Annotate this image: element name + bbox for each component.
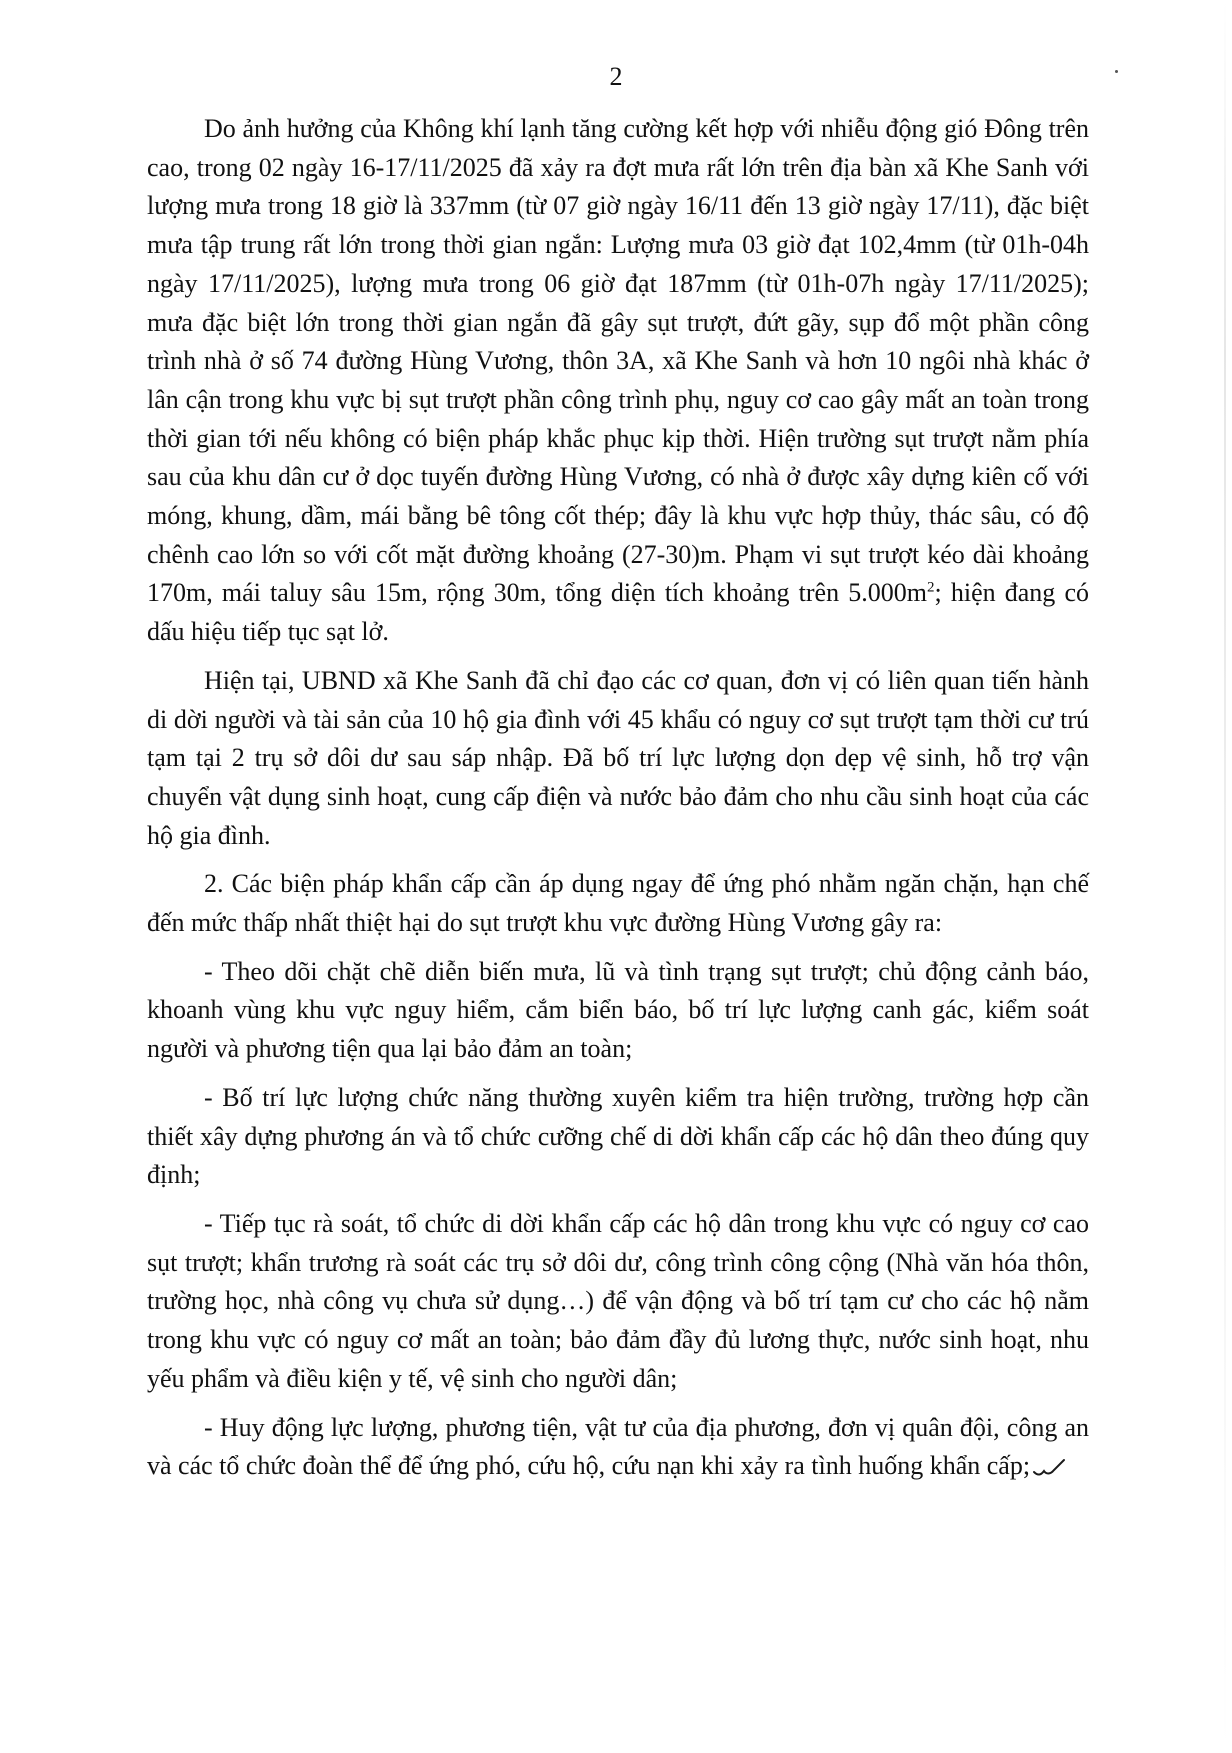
document-body bbox=[147, 110, 1089, 1496]
list-item-evacuation: - Tiếp tục rà soát, tổ chức di dời khẩn cấp các hộ dân trong khu vực có nguy cơ cao sụt trượt; khẩn trương rà soát các trụ sở dôi dư, công trình công cộng (Nhà văn hóa thôn, trường học, nhà công vụ chưa sử dụng…) để vận động và bố trí tạm cư cho các hộ nằm trong khu vực có nguy cơ mất an toàn; bảo đảm đầy đủ lương thực, nước sinh hoạt, nhu yếu phẩm và điều kiện y tế, vệ sinh cho người dân; bbox=[147, 1208, 1089, 1393]
initial-mark-icon bbox=[1032, 1458, 1066, 1478]
list-item-inspection: - Bố trí lực lượng chức năng thường xuyên kiểm tra hiện trường, trường hợp cần thiết xây dựng phương án và tổ chức cưỡng chế di dời khẩn cấp các hộ dân theo đúng quy định; bbox=[147, 1082, 1089, 1190]
paragraph-emergency-measures-heading: 2. Các biện pháp khẩn cấp cần áp dụng ngay để ứng phó nhằm ngăn chặn, hạn chế đến mức thấp nhất thiệt hại do sụt trượt khu vực đường Hùng Vương gây ra: bbox=[147, 869, 1089, 938]
scan-edge-shadow bbox=[1224, 0, 1226, 1753]
area-unit-superscript: 2 bbox=[926, 579, 935, 596]
list-item-monitoring: - Theo dõi chặt chẽ diễn biến mưa, lũ và tình trạng sụt trượt; chủ động cảnh báo, khoanh vùng khu vực nguy hiểm, cắm biển báo, bố trí lực lượng canh gác, kiểm soát người và phương tiện qua lại bảo đảm an toàn; bbox=[147, 956, 1089, 1064]
page-number: 2 bbox=[609, 62, 623, 91]
paragraph-relocation: Hiện tại, UBND xã Khe Sanh đã chỉ đạo các cơ quan, đơn vị có liên quan tiến hành di dời người và tài sản của 10 hộ gia đình với 45 khẩu có nguy cơ sụt trượt tạm thời cư trú tạm tại 2 trụ sở dôi dư sau sáp nhập. Đã bố trí lực lượng dọn dẹp vệ sinh, hỗ trợ vận chuyển vật dụng sinh hoạt, cung cấp điện và nước bảo đảm cho nhu cầu sinh hoạt của các hộ gia đình. bbox=[147, 665, 1089, 850]
paragraph-rain-event bbox=[147, 110, 1089, 652]
list-item-mobilization bbox=[147, 1409, 1089, 1486]
paragraph-rain-event-tail: ; hiện đang có dấu hiệu tiếp tục sạt lở. bbox=[147, 578, 1089, 647]
paragraph-rain-event-text: Do ảnh hưởng của Không khí lạnh tăng cường kết hợp với nhiễu động gió Đông trên cao, trong 02 ngày 16-17/11/2025 đã xảy ra đợt mưa rất lớn trên địa bàn xã Khe Sanh với lượng mưa trong 18 giờ là 337mm (từ 07 giờ ngày 16/11 đến 13 giờ ngày 17/11), đặc biệt mưa tập trung rất lớn trong thời gian ngắn: Lượng mưa 03 giờ đạt 102,4mm (từ 01h-04h ngày 17/11/2025), lượng mưa trong 06 giờ đạt 187mm (từ 01h-07h ngày 17/11/2025); mưa đặc biệt lớn trong thời gian ngắn đã gây sụt trượt, đứt gãy, sụp đổ một phần công trình nhà ở số 74 đường Hùng Vương, thôn 3A, xã Khe Sanh và hơn 10 ngôi nhà khác ở lân cận trong khu vực bị sụt trượt phần công trình phụ, nguy cơ cao gây mất an toàn trong thời gian tới nếu không có biện pháp khắc phục kịp thời. Hiện trường sụt trượt nằm phía sau của khu dân cư ở dọc tuyến đường Hùng Vương, có nhà ở được xây dựng kiên cố với móng, khung, dầm, mái bằng bê tông cốt thép; đây là khu vực hợp thủy, thác sâu, có độ chênh cao lớn so với cốt mặt đường khoảng (27-30)m. Phạm vi sụt trượt kéo dài khoảng 170m, mái taluy sâu 15m, rộng 30m, tổng diện tích khoảng trên 5.000m bbox=[147, 114, 1089, 608]
list-item-mobilization-text: - Huy động lực lượng, phương tiện, vật tư của địa phương, đơn vị quân đội, công an và các tổ chức đoàn thể để ứng phó, cứu hộ, cứu nạn khi xảy ra tình huống khẩn cấp; bbox=[147, 1412, 1089, 1481]
